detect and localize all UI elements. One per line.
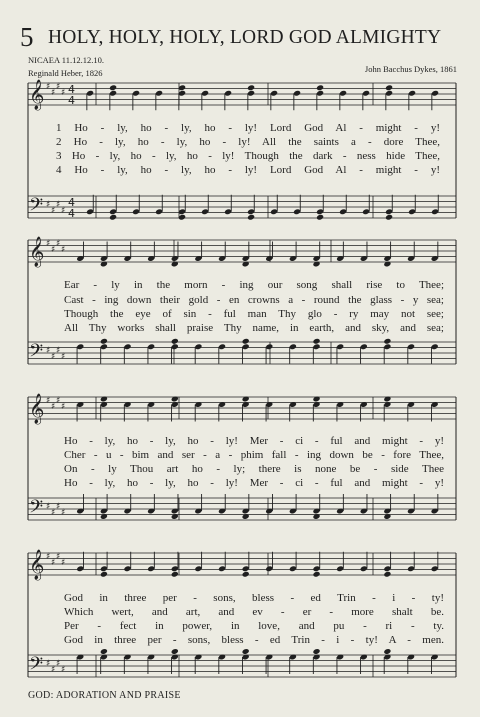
sharp-icon: ♯ [46, 239, 51, 249]
hymn-number: 5 [20, 22, 34, 52]
lyric-line [64, 477, 444, 490]
note-head [313, 338, 321, 345]
note-head [313, 648, 321, 655]
sharp-icon: ♯ [51, 402, 56, 412]
sharp-icon: ♯ [56, 396, 61, 406]
lyric-line [64, 308, 444, 321]
lyric-text: God in three per - sons, bless - ed Trin - i - ty! [64, 592, 444, 604]
lyric-text: Ho - ly, ho - ly, ho - ly! Mer - ci - ful and might - y! [64, 477, 444, 489]
lyric-line [64, 620, 444, 633]
tune-name: NICAEA 11.12.12.10. [28, 55, 104, 65]
sharp-icon: ♯ [56, 502, 61, 512]
lyric-line [56, 150, 444, 163]
time-signature-top: 4 [68, 196, 75, 209]
note-head [242, 648, 250, 655]
sharp-icon: ♯ [61, 206, 66, 216]
tune-composer: John Bacchus Dykes, 1861 [364, 64, 457, 74]
lyric-text: Cher - u - bim and ser - a - phim fall - ing down be - fore Thee, [64, 449, 444, 461]
sharp-icon: ♯ [51, 665, 56, 675]
time-signature-bottom: 4 [68, 207, 75, 220]
lyric-text: Which wert, and art, and ev - er - more shalt be. [64, 606, 444, 618]
sharp-icon: ♯ [61, 558, 66, 568]
note-head [247, 214, 255, 221]
treble-clef-icon: 𝄞 [29, 394, 45, 424]
lyric-text: 2 Ho - ly, ho - ly, ho - ly! All the saints a - dore Thee, [56, 136, 440, 148]
sharp-icon: ♯ [56, 552, 61, 562]
sharp-icon: ♯ [51, 508, 56, 518]
note-head [383, 338, 391, 345]
note-head [385, 214, 393, 221]
note-head [383, 571, 391, 578]
note-head [313, 571, 321, 578]
sharp-icon: ♯ [46, 346, 51, 356]
lyric-text: 1 Ho - ly, ho - ly, ho - ly! Lord God Al - might - y! [56, 122, 440, 134]
sharp-icon: ♯ [61, 88, 66, 98]
lyric-text: On - ly Thou art ho - ly; there is none be - side Thee [64, 463, 444, 475]
lyric-line [64, 606, 444, 619]
note-head [171, 338, 179, 345]
note-head [242, 571, 250, 578]
sharp-icon: ♯ [61, 665, 66, 675]
lyric-line [56, 136, 444, 149]
sharp-icon: ♯ [51, 352, 56, 362]
note-head [171, 648, 179, 655]
sharp-icon: ♯ [51, 206, 56, 216]
note-head [100, 338, 108, 345]
sharp-icon: ♯ [51, 88, 56, 98]
lyric-text: Cast - ing down their gold - en crowns a - round the glass - y sea; [64, 294, 444, 306]
sharp-icon: ♯ [51, 558, 56, 568]
time-signature-top: 4 [68, 83, 75, 96]
lyric-line [64, 634, 444, 647]
lyric-text: God in three per - sons, bless - ed Trin - i - ty! A - men. [64, 634, 444, 646]
treble-clef-icon: 𝄞 [29, 80, 45, 110]
note-head [109, 214, 117, 221]
note-head [109, 84, 117, 91]
lyric-text: Though the eye of sin - ful man Thy glo - ry may not see; [64, 308, 444, 320]
note-head [100, 648, 108, 655]
sharp-icon: ♯ [61, 245, 66, 255]
sharp-icon: ♯ [46, 502, 51, 512]
lyric-line [64, 279, 444, 292]
text-author: Reginald Heber, 1826 [28, 68, 103, 78]
sharp-icon: ♯ [46, 659, 51, 669]
lyric-text: Per - fect in power, in love, and pu - ri - ty. [64, 620, 444, 632]
sharp-icon: ♯ [61, 352, 66, 362]
sharp-icon: ♯ [46, 396, 51, 406]
note-head [171, 571, 179, 578]
sharp-icon: ♯ [56, 82, 61, 92]
sharp-icon: ♯ [46, 200, 51, 210]
lyric-text: All Thy works shall praise Thy name, in earth, and sky, and sea; [64, 322, 444, 334]
sharp-icon: ♯ [61, 402, 66, 412]
lyric-text: 3 Ho - ly, ho - ly, ho - ly! Though the dark - ness hide Thee, [56, 150, 440, 162]
treble-clef-icon: 𝄞 [29, 237, 45, 267]
lyric-text: Ear - ly in the morn - ing our song shall rise to Thee; [64, 279, 444, 291]
sharp-icon: ♯ [51, 245, 56, 255]
note-head [242, 338, 250, 345]
sharp-icon: ♯ [56, 659, 61, 669]
note-head [316, 84, 324, 91]
note-head [385, 84, 393, 91]
bass-clef-icon: 𝄢 [29, 195, 44, 220]
lyric-line [64, 449, 444, 462]
lyric-line [56, 122, 444, 135]
lyric-line [64, 592, 444, 605]
treble-clef-icon: 𝄞 [29, 550, 45, 580]
note-head [316, 214, 324, 221]
hymn-title: HOLY, HOLY, HOLY, LORD GOD ALMIGHTY [48, 27, 442, 48]
topic-footer: GOD: ADORATION AND PRAISE [28, 690, 181, 701]
sharp-icon: ♯ [56, 346, 61, 356]
bass-clef-icon: 𝄢 [29, 654, 44, 679]
lyric-line [64, 435, 444, 448]
sharp-icon: ♯ [46, 552, 51, 562]
sharp-icon: ♯ [46, 82, 51, 92]
lyric-line [64, 322, 444, 335]
lyric-line [64, 294, 444, 307]
note-head [383, 648, 391, 655]
lyric-line [56, 164, 444, 177]
note-head [247, 84, 255, 91]
lyric-line [64, 463, 444, 476]
sharp-icon: ♯ [61, 508, 66, 518]
time-signature-bottom: 4 [68, 94, 75, 107]
bass-clef-icon: 𝄢 [29, 341, 44, 366]
lyric-text: 4 Ho - ly, ho - ly, ho - ly! Lord God Al - might - y! [56, 164, 440, 176]
bass-clef-icon: 𝄢 [29, 497, 44, 522]
lyric-text: Ho - ly, ho - ly, ho - ly! Mer - ci - ful and might - y! [64, 435, 444, 447]
sharp-icon: ♯ [56, 239, 61, 249]
sharp-icon: ♯ [56, 200, 61, 210]
note-head [100, 571, 108, 578]
